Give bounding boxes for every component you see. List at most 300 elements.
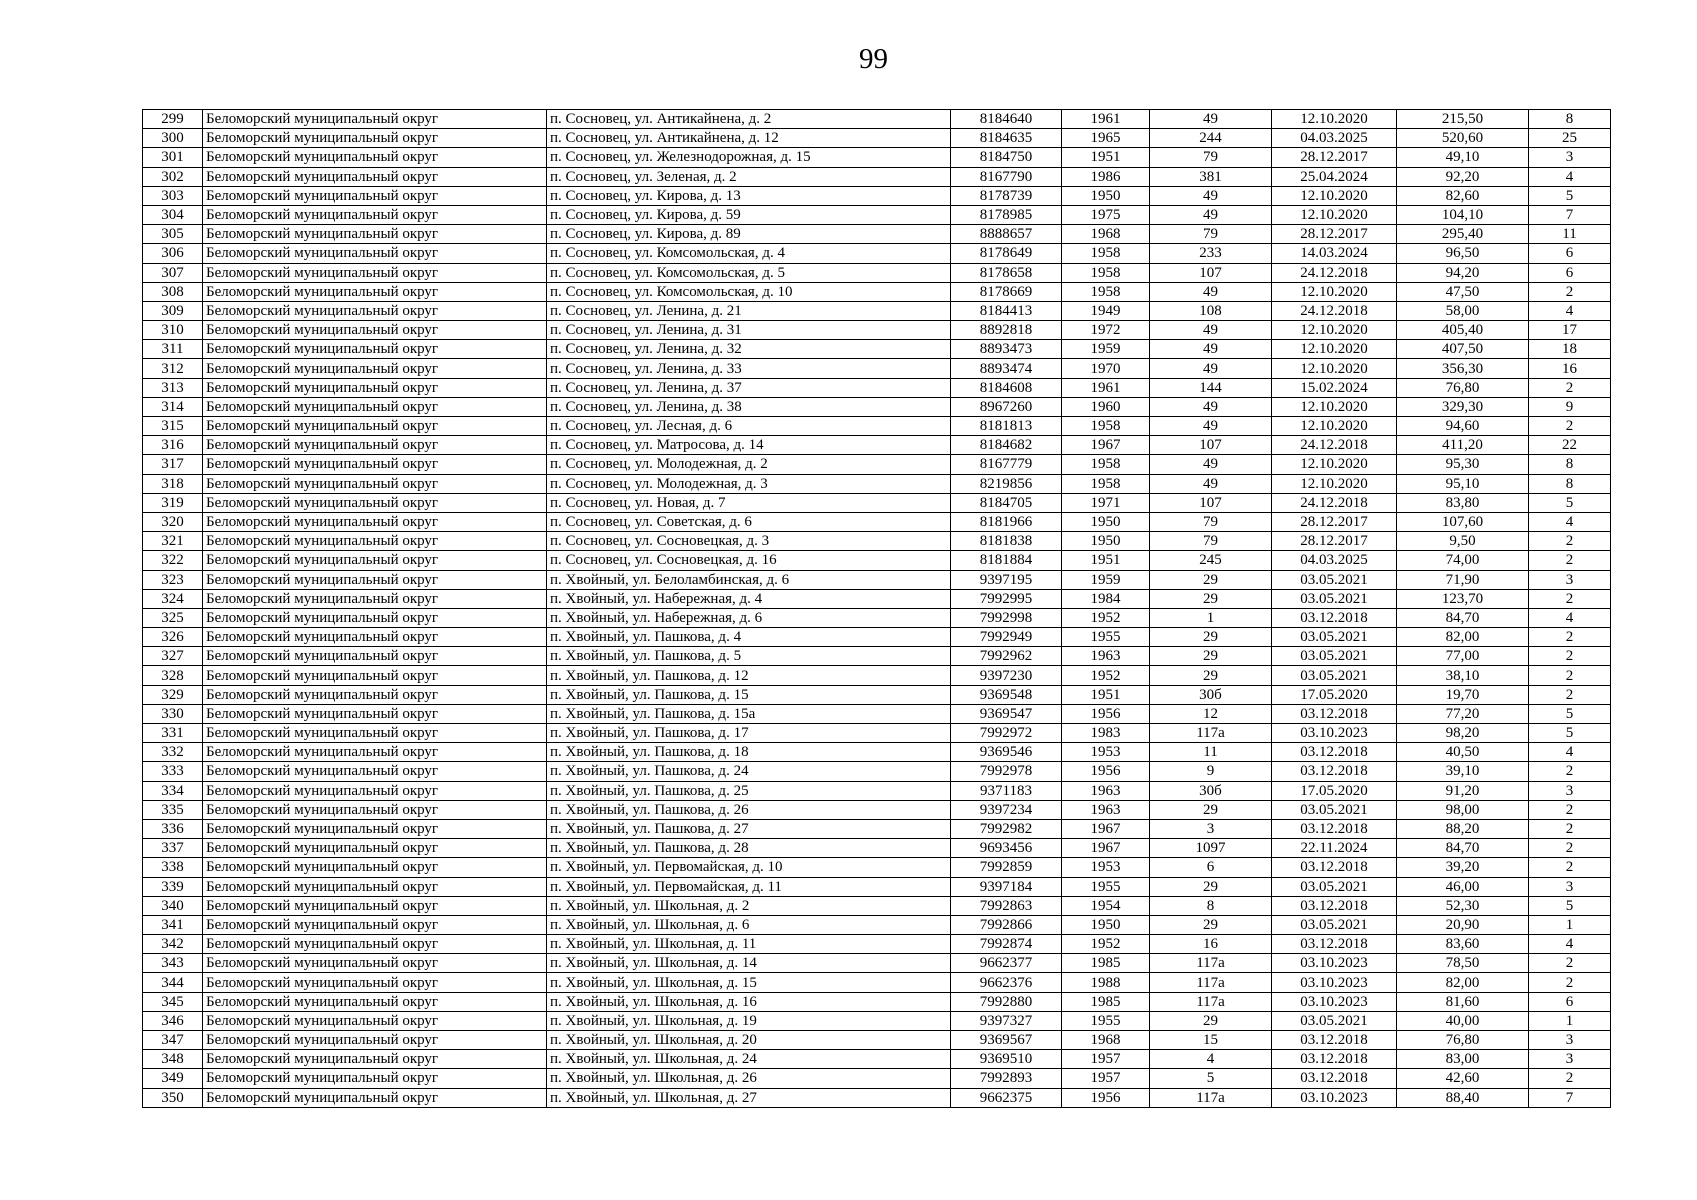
document-number-cell: 29	[1150, 915, 1272, 934]
year-cell: 1958	[1062, 455, 1150, 474]
year-cell: 1984	[1062, 589, 1150, 608]
address-cell: п. Сосновец, ул. Кирова, д. 13	[547, 186, 951, 205]
area-cell: 82,60	[1397, 186, 1529, 205]
address-cell: п. Хвойный, ул. Пашкова, д. 27	[547, 819, 951, 838]
page-number: 99	[859, 43, 888, 75]
object-code-cell: 7992949	[951, 628, 1062, 647]
object-code-cell: 8893473	[951, 340, 1062, 359]
row-number-cell: 346	[143, 1011, 203, 1030]
document-number-cell: 29	[1150, 628, 1272, 647]
row-number-cell: 327	[143, 647, 203, 666]
date-cell: 24.12.2018	[1272, 493, 1397, 512]
table-row	[143, 167, 1611, 186]
address-cell: п. Сосновец, ул. Молодежная, д. 3	[547, 474, 951, 493]
table-row	[143, 608, 1611, 627]
municipality-cell: Беломорский муниципальный округ	[203, 666, 547, 685]
address-cell: п. Сосновец, ул. Ленина, д. 37	[547, 378, 951, 397]
table-row	[143, 915, 1611, 934]
row-number-cell: 342	[143, 935, 203, 954]
row-number-cell: 306	[143, 244, 203, 263]
year-cell: 1959	[1062, 340, 1150, 359]
municipality-cell: Беломорский муниципальный округ	[203, 321, 547, 340]
address-cell: п. Сосновец, ул. Антикайнена, д. 12	[547, 129, 951, 148]
row-number-cell: 344	[143, 973, 203, 992]
document-number-cell: 108	[1150, 301, 1272, 320]
municipality-cell: Беломорский муниципальный округ	[203, 378, 547, 397]
area-cell: 9,50	[1397, 532, 1529, 551]
count-cell: 25	[1529, 129, 1611, 148]
date-cell: 28.12.2017	[1272, 225, 1397, 244]
table-row	[143, 417, 1611, 436]
municipality-cell: Беломорский муниципальный округ	[203, 819, 547, 838]
count-cell: 3	[1529, 148, 1611, 167]
object-code-cell: 9369510	[951, 1050, 1062, 1069]
table-row	[143, 1031, 1611, 1050]
object-code-cell: 8181838	[951, 532, 1062, 551]
row-number-cell: 320	[143, 512, 203, 531]
area-cell: 94,60	[1397, 417, 1529, 436]
year-cell: 1958	[1062, 282, 1150, 301]
object-code-cell: 9369567	[951, 1031, 1062, 1050]
date-cell: 03.05.2021	[1272, 1011, 1397, 1030]
row-number-cell: 309	[143, 301, 203, 320]
municipality-cell: Беломорский муниципальный округ	[203, 129, 547, 148]
document-number-cell: 245	[1150, 551, 1272, 570]
object-code-cell: 8888657	[951, 225, 1062, 244]
document-number-cell: 79	[1150, 532, 1272, 551]
date-cell: 12.10.2020	[1272, 205, 1397, 224]
area-cell: 38,10	[1397, 666, 1529, 685]
date-cell: 12.10.2020	[1272, 359, 1397, 378]
object-code-cell: 8184682	[951, 436, 1062, 455]
date-cell: 03.12.2018	[1272, 762, 1397, 781]
count-cell: 5	[1529, 704, 1611, 723]
count-cell: 17	[1529, 321, 1611, 340]
date-cell: 12.10.2020	[1272, 417, 1397, 436]
document-number-cell: 5	[1150, 1069, 1272, 1088]
date-cell: 03.10.2023	[1272, 1088, 1397, 1107]
area-cell: 47,50	[1397, 282, 1529, 301]
count-cell: 2	[1529, 685, 1611, 704]
row-number-cell: 338	[143, 858, 203, 877]
row-number-cell: 350	[143, 1088, 203, 1107]
date-cell: 03.10.2023	[1272, 992, 1397, 1011]
municipality-cell: Беломорский муниципальный округ	[203, 762, 547, 781]
area-cell: 92,20	[1397, 167, 1529, 186]
municipality-cell: Беломорский муниципальный округ	[203, 704, 547, 723]
municipality-cell: Беломорский муниципальный округ	[203, 301, 547, 320]
date-cell: 28.12.2017	[1272, 532, 1397, 551]
table-row	[143, 685, 1611, 704]
municipality-cell: Беломорский муниципальный округ	[203, 532, 547, 551]
municipality-cell: Беломорский муниципальный округ	[203, 685, 547, 704]
document-number-cell: 117а	[1150, 954, 1272, 973]
date-cell: 24.12.2018	[1272, 263, 1397, 282]
object-code-cell: 8178739	[951, 186, 1062, 205]
municipality-cell: Беломорский муниципальный округ	[203, 858, 547, 877]
area-cell: 46,00	[1397, 877, 1529, 896]
area-cell: 295,40	[1397, 225, 1529, 244]
document-number-cell: 29	[1150, 570, 1272, 589]
table-row	[143, 474, 1611, 493]
row-number-cell: 340	[143, 896, 203, 915]
year-cell: 1958	[1062, 474, 1150, 493]
row-number-cell: 324	[143, 589, 203, 608]
area-cell: 78,50	[1397, 954, 1529, 973]
object-code-cell: 9662377	[951, 954, 1062, 973]
address-cell: п. Сосновец, ул. Сосновецкая, д. 16	[547, 551, 951, 570]
count-cell: 3	[1529, 781, 1611, 800]
year-cell: 1988	[1062, 973, 1150, 992]
municipality-cell: Беломорский муниципальный округ	[203, 570, 547, 589]
address-cell: п. Хвойный, ул. Пашкова, д. 15а	[547, 704, 951, 723]
area-cell: 88,20	[1397, 819, 1529, 838]
date-cell: 04.03.2025	[1272, 551, 1397, 570]
address-cell: п. Хвойный, ул. Первомайская, д. 11	[547, 877, 951, 896]
address-cell: п. Хвойный, ул. Первомайская, д. 10	[547, 858, 951, 877]
table-row	[143, 397, 1611, 416]
row-number-cell: 345	[143, 992, 203, 1011]
year-cell: 1952	[1062, 608, 1150, 627]
area-cell: 76,80	[1397, 1031, 1529, 1050]
count-cell: 3	[1529, 877, 1611, 896]
address-cell: п. Сосновец, ул. Комсомольская, д. 5	[547, 263, 951, 282]
table-row	[143, 110, 1611, 129]
object-code-cell: 8181813	[951, 417, 1062, 436]
date-cell: 03.10.2023	[1272, 724, 1397, 743]
table-row	[143, 493, 1611, 512]
registry-table	[142, 109, 1611, 1108]
object-code-cell: 8184413	[951, 301, 1062, 320]
date-cell: 03.05.2021	[1272, 800, 1397, 819]
document-number-cell: 107	[1150, 263, 1272, 282]
year-cell: 1970	[1062, 359, 1150, 378]
address-cell: п. Хвойный, ул. Пашкова, д. 25	[547, 781, 951, 800]
address-cell: п. Хвойный, ул. Школьная, д. 11	[547, 935, 951, 954]
year-cell: 1985	[1062, 954, 1150, 973]
year-cell: 1967	[1062, 819, 1150, 838]
year-cell: 1953	[1062, 743, 1150, 762]
year-cell: 1959	[1062, 570, 1150, 589]
count-cell: 2	[1529, 1069, 1611, 1088]
table-body	[143, 110, 1611, 1108]
municipality-cell: Беломорский муниципальный округ	[203, 551, 547, 570]
document-number-cell: 16	[1150, 935, 1272, 954]
area-cell: 96,50	[1397, 244, 1529, 263]
municipality-cell: Беломорский муниципальный округ	[203, 455, 547, 474]
area-cell: 42,60	[1397, 1069, 1529, 1088]
municipality-cell: Беломорский муниципальный округ	[203, 167, 547, 186]
document-number-cell: 117а	[1150, 973, 1272, 992]
table-row	[143, 129, 1611, 148]
table-row	[143, 800, 1611, 819]
document-number-cell: 30б	[1150, 685, 1272, 704]
table-row	[143, 858, 1611, 877]
count-cell: 2	[1529, 647, 1611, 666]
object-code-cell: 9693456	[951, 839, 1062, 858]
address-cell: п. Хвойный, ул. Пашкова, д. 5	[547, 647, 951, 666]
date-cell: 03.12.2018	[1272, 896, 1397, 915]
table-row	[143, 225, 1611, 244]
object-code-cell: 8181966	[951, 512, 1062, 531]
address-cell: п. Хвойный, ул. Пашкова, д. 12	[547, 666, 951, 685]
date-cell: 17.05.2020	[1272, 685, 1397, 704]
object-code-cell: 9371183	[951, 781, 1062, 800]
count-cell: 2	[1529, 532, 1611, 551]
area-cell: 407,50	[1397, 340, 1529, 359]
date-cell: 12.10.2020	[1272, 474, 1397, 493]
year-cell: 1951	[1062, 551, 1150, 570]
row-number-cell: 321	[143, 532, 203, 551]
area-cell: 74,00	[1397, 551, 1529, 570]
row-number-cell: 304	[143, 205, 203, 224]
document-number-cell: 107	[1150, 436, 1272, 455]
row-number-cell: 318	[143, 474, 203, 493]
row-number-cell: 334	[143, 781, 203, 800]
area-cell: 84,70	[1397, 839, 1529, 858]
year-cell: 1957	[1062, 1050, 1150, 1069]
address-cell: п. Хвойный, ул. Школьная, д. 24	[547, 1050, 951, 1069]
municipality-cell: Беломорский муниципальный округ	[203, 800, 547, 819]
object-code-cell: 8178658	[951, 263, 1062, 282]
document-number-cell: 117а	[1150, 1088, 1272, 1107]
address-cell: п. Сосновец, ул. Комсомольская, д. 10	[547, 282, 951, 301]
count-cell: 1	[1529, 915, 1611, 934]
municipality-cell: Беломорский муниципальный округ	[203, 877, 547, 896]
row-number-cell: 303	[143, 186, 203, 205]
object-code-cell: 7992962	[951, 647, 1062, 666]
document-number-cell: 29	[1150, 877, 1272, 896]
municipality-cell: Беломорский муниципальный округ	[203, 724, 547, 743]
row-number-cell: 299	[143, 110, 203, 129]
area-cell: 405,40	[1397, 321, 1529, 340]
count-cell: 2	[1529, 628, 1611, 647]
municipality-cell: Беломорский муниципальный округ	[203, 1031, 547, 1050]
address-cell: п. Хвойный, ул. Пашкова, д. 28	[547, 839, 951, 858]
count-cell: 1	[1529, 1011, 1611, 1030]
address-cell: п. Сосновец, ул. Сосновецкая, д. 3	[547, 532, 951, 551]
document-number-cell: 49	[1150, 186, 1272, 205]
municipality-cell: Беломорский муниципальный округ	[203, 1011, 547, 1030]
row-number-cell: 343	[143, 954, 203, 973]
area-cell: 52,30	[1397, 896, 1529, 915]
object-code-cell: 8181884	[951, 551, 1062, 570]
count-cell: 3	[1529, 1050, 1611, 1069]
address-cell: п. Сосновец, ул. Ленина, д. 38	[547, 397, 951, 416]
table-row	[143, 455, 1611, 474]
area-cell: 76,80	[1397, 378, 1529, 397]
document-number-cell: 49	[1150, 110, 1272, 129]
year-cell: 1958	[1062, 417, 1150, 436]
address-cell: п. Сосновец, ул. Советская, д. 6	[547, 512, 951, 531]
municipality-cell: Беломорский муниципальный округ	[203, 110, 547, 129]
document-number-cell: 49	[1150, 417, 1272, 436]
object-code-cell: 9369548	[951, 685, 1062, 704]
document-number-cell: 49	[1150, 397, 1272, 416]
date-cell: 22.11.2024	[1272, 839, 1397, 858]
document-number-cell: 49	[1150, 282, 1272, 301]
area-cell: 215,50	[1397, 110, 1529, 129]
address-cell: п. Хвойный, ул. Пашкова, д. 26	[547, 800, 951, 819]
table-row	[143, 896, 1611, 915]
row-number-cell: 323	[143, 570, 203, 589]
area-cell: 411,20	[1397, 436, 1529, 455]
table-row	[143, 244, 1611, 263]
year-cell: 1971	[1062, 493, 1150, 512]
year-cell: 1955	[1062, 1011, 1150, 1030]
object-code-cell: 7992995	[951, 589, 1062, 608]
date-cell: 03.12.2018	[1272, 1069, 1397, 1088]
row-number-cell: 335	[143, 800, 203, 819]
address-cell: п. Хвойный, ул. Пашкова, д. 4	[547, 628, 951, 647]
area-cell: 40,50	[1397, 743, 1529, 762]
date-cell: 12.10.2020	[1272, 186, 1397, 205]
year-cell: 1950	[1062, 532, 1150, 551]
date-cell: 15.02.2024	[1272, 378, 1397, 397]
municipality-cell: Беломорский муниципальный округ	[203, 359, 547, 378]
row-number-cell: 317	[143, 455, 203, 474]
object-code-cell: 7992880	[951, 992, 1062, 1011]
area-cell: 49,10	[1397, 148, 1529, 167]
address-cell: п. Сосновец, ул. Комсомольская, д. 4	[547, 244, 951, 263]
count-cell: 2	[1529, 589, 1611, 608]
date-cell: 28.12.2017	[1272, 148, 1397, 167]
year-cell: 1955	[1062, 628, 1150, 647]
address-cell: п. Сосновец, ул. Зеленая, д. 2	[547, 167, 951, 186]
area-cell: 83,00	[1397, 1050, 1529, 1069]
municipality-cell: Беломорский муниципальный округ	[203, 436, 547, 455]
table-row	[143, 148, 1611, 167]
document-number-cell: 49	[1150, 205, 1272, 224]
date-cell: 03.12.2018	[1272, 1031, 1397, 1050]
municipality-cell: Беломорский муниципальный округ	[203, 474, 547, 493]
address-cell: п. Сосновец, ул. Кирова, д. 59	[547, 205, 951, 224]
count-cell: 6	[1529, 992, 1611, 1011]
count-cell: 2	[1529, 378, 1611, 397]
document-number-cell: 29	[1150, 589, 1272, 608]
date-cell: 03.05.2021	[1272, 877, 1397, 896]
count-cell: 2	[1529, 839, 1611, 858]
row-number-cell: 312	[143, 359, 203, 378]
year-cell: 1956	[1062, 1088, 1150, 1107]
document-number-cell: 29	[1150, 647, 1272, 666]
row-number-cell: 315	[143, 417, 203, 436]
table-row	[143, 301, 1611, 320]
municipality-cell: Беломорский муниципальный округ	[203, 608, 547, 627]
table-row	[143, 263, 1611, 282]
table-row	[143, 282, 1611, 301]
address-cell: п. Хвойный, ул. Школьная, д. 15	[547, 973, 951, 992]
year-cell: 1951	[1062, 685, 1150, 704]
area-cell: 94,20	[1397, 263, 1529, 282]
object-code-cell: 9369546	[951, 743, 1062, 762]
municipality-cell: Беломорский муниципальный округ	[203, 589, 547, 608]
count-cell: 2	[1529, 282, 1611, 301]
area-cell: 71,90	[1397, 570, 1529, 589]
area-cell: 83,80	[1397, 493, 1529, 512]
address-cell: п. Хвойный, ул. Школьная, д. 20	[547, 1031, 951, 1050]
address-cell: п. Хвойный, ул. Белоламбинская, д. 6	[547, 570, 951, 589]
area-cell: 77,20	[1397, 704, 1529, 723]
row-number-cell: 348	[143, 1050, 203, 1069]
object-code-cell: 8167790	[951, 167, 1062, 186]
year-cell: 1949	[1062, 301, 1150, 320]
address-cell: п. Сосновец, ул. Железнодорожная, д. 15	[547, 148, 951, 167]
municipality-cell: Беломорский муниципальный округ	[203, 915, 547, 934]
row-number-cell: 326	[143, 628, 203, 647]
count-cell: 16	[1529, 359, 1611, 378]
document-number-cell: 79	[1150, 225, 1272, 244]
object-code-cell: 7992859	[951, 858, 1062, 877]
year-cell: 1951	[1062, 148, 1150, 167]
table-row	[143, 839, 1611, 858]
area-cell: 82,00	[1397, 628, 1529, 647]
area-cell: 123,70	[1397, 589, 1529, 608]
document-number-cell: 233	[1150, 244, 1272, 263]
count-cell: 2	[1529, 762, 1611, 781]
object-code-cell: 8178669	[951, 282, 1062, 301]
municipality-cell: Беломорский муниципальный округ	[203, 225, 547, 244]
table-row	[143, 551, 1611, 570]
municipality-cell: Беломорский муниципальный округ	[203, 992, 547, 1011]
object-code-cell: 7992866	[951, 915, 1062, 934]
table-row	[143, 781, 1611, 800]
object-code-cell: 9369547	[951, 704, 1062, 723]
object-code-cell: 9397234	[951, 800, 1062, 819]
year-cell: 1968	[1062, 225, 1150, 244]
row-number-cell: 337	[143, 839, 203, 858]
document-number-cell: 29	[1150, 666, 1272, 685]
table-row	[143, 359, 1611, 378]
year-cell: 1963	[1062, 781, 1150, 800]
table-row	[143, 1088, 1611, 1107]
object-code-cell: 8219856	[951, 474, 1062, 493]
row-number-cell: 341	[143, 915, 203, 934]
document-number-cell: 1097	[1150, 839, 1272, 858]
year-cell: 1950	[1062, 186, 1150, 205]
count-cell: 4	[1529, 301, 1611, 320]
date-cell: 03.05.2021	[1272, 666, 1397, 685]
row-number-cell: 319	[143, 493, 203, 512]
year-cell: 1963	[1062, 800, 1150, 819]
table-row	[143, 743, 1611, 762]
object-code-cell: 8167779	[951, 455, 1062, 474]
count-cell: 5	[1529, 493, 1611, 512]
municipality-cell: Беломорский муниципальный округ	[203, 896, 547, 915]
date-cell: 03.12.2018	[1272, 704, 1397, 723]
area-cell: 98,00	[1397, 800, 1529, 819]
row-number-cell: 332	[143, 743, 203, 762]
date-cell: 25.04.2024	[1272, 167, 1397, 186]
area-cell: 39,20	[1397, 858, 1529, 877]
area-cell: 520,60	[1397, 129, 1529, 148]
count-cell: 11	[1529, 225, 1611, 244]
row-number-cell: 325	[143, 608, 203, 627]
area-cell: 91,20	[1397, 781, 1529, 800]
address-cell: п. Сосновец, ул. Кирова, д. 89	[547, 225, 951, 244]
year-cell: 1963	[1062, 647, 1150, 666]
date-cell: 24.12.2018	[1272, 301, 1397, 320]
document-number-cell: 6	[1150, 858, 1272, 877]
municipality-cell: Беломорский муниципальный округ	[203, 186, 547, 205]
date-cell: 03.05.2021	[1272, 628, 1397, 647]
address-cell: п. Хвойный, ул. Набережная, д. 6	[547, 608, 951, 627]
count-cell: 8	[1529, 455, 1611, 474]
address-cell: п. Сосновец, ул. Антикайнена, д. 2	[547, 110, 951, 129]
date-cell: 17.05.2020	[1272, 781, 1397, 800]
address-cell: п. Сосновец, ул. Новая, д. 7	[547, 493, 951, 512]
year-cell: 1983	[1062, 724, 1150, 743]
